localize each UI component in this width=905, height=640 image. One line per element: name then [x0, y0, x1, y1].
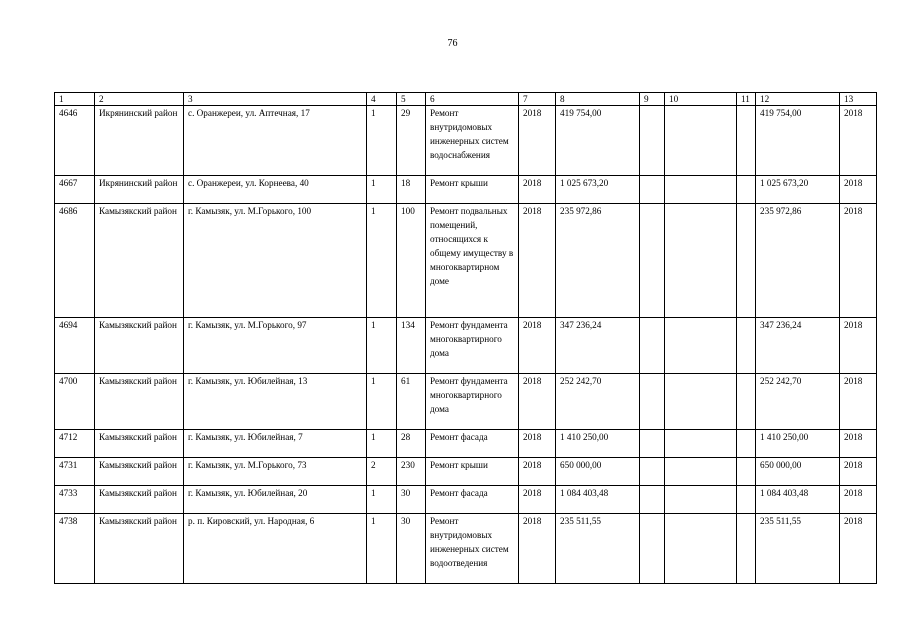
house-id-cell: 4738 — [55, 514, 95, 584]
completion-year-cell: 2018 — [840, 514, 877, 584]
cost-cell: 252 242,70 — [556, 374, 640, 430]
district-cell: Камызякский район — [95, 318, 184, 374]
district-cell: Камызякский район — [95, 204, 184, 318]
column-number-cell: 2 — [95, 93, 184, 106]
year-cell: 2018 — [519, 176, 556, 204]
total-cost-cell: 1 025 673,20 — [756, 176, 840, 204]
house-id-cell: 4667 — [55, 176, 95, 204]
district-cell: Икрянинский район — [95, 106, 184, 176]
completion-year-cell: 2018 — [840, 430, 877, 458]
address-cell: г. Камызяк, ул. Юбилейная, 7 — [184, 430, 367, 458]
table-row — [55, 204, 877, 318]
apartments-cell: 30 — [397, 514, 426, 584]
year-cell: 2018 — [519, 486, 556, 514]
work-type-cell: Ремонт фасада — [426, 430, 519, 458]
col9-cell — [640, 176, 665, 204]
house-id-cell: 4700 — [55, 374, 95, 430]
count-cell: 1 — [367, 374, 397, 430]
col11-cell — [737, 458, 756, 486]
cost-cell: 1 025 673,20 — [556, 176, 640, 204]
work-type-cell: Ремонт фундамента многоквартирного дома — [426, 318, 519, 374]
apartments-cell: 100 — [397, 204, 426, 318]
work-type-cell: Ремонт фасада — [426, 486, 519, 514]
table-row — [55, 318, 877, 374]
column-number-cell: 3 — [184, 93, 367, 106]
house-id-cell: 4731 — [55, 458, 95, 486]
total-cost-cell: 235 511,55 — [756, 514, 840, 584]
table-row — [55, 458, 877, 486]
column-number-cell: 6 — [426, 93, 519, 106]
count-cell: 1 — [367, 176, 397, 204]
district-cell: Камызякский район — [95, 430, 184, 458]
apartments-cell: 18 — [397, 176, 426, 204]
col9-cell — [640, 514, 665, 584]
column-number-cell: 10 — [665, 93, 737, 106]
district-cell: Камызякский район — [95, 374, 184, 430]
total-cost-cell: 252 242,70 — [756, 374, 840, 430]
completion-year-cell: 2018 — [840, 106, 877, 176]
col11-cell — [737, 374, 756, 430]
col9-cell — [640, 458, 665, 486]
address-cell: г. Камызяк, ул. М.Горького, 97 — [184, 318, 367, 374]
completion-year-cell: 2018 — [840, 204, 877, 318]
address-cell: г. Камызяк, ул. Юбилейная, 20 — [184, 486, 367, 514]
column-number-cell: 8 — [556, 93, 640, 106]
district-cell: Камызякский район — [95, 514, 184, 584]
cost-cell: 235 972,86 — [556, 204, 640, 318]
total-cost-cell: 347 236,24 — [756, 318, 840, 374]
table-row — [55, 486, 877, 514]
col10-cell — [665, 458, 737, 486]
apartments-cell: 28 — [397, 430, 426, 458]
page-number: 76 — [447, 38, 458, 49]
cost-cell: 235 511,55 — [556, 514, 640, 584]
total-cost-cell: 235 972,86 — [756, 204, 840, 318]
apartments-cell: 230 — [397, 458, 426, 486]
col10-cell — [665, 514, 737, 584]
col10-cell — [665, 374, 737, 430]
col9-cell — [640, 318, 665, 374]
year-cell: 2018 — [519, 458, 556, 486]
table-row — [55, 176, 877, 204]
col11-cell — [737, 106, 756, 176]
col11-cell — [737, 204, 756, 318]
work-type-cell: Ремонт подвальных помещений, относящихся к общему имуществу в многоквартирном доме — [426, 204, 519, 318]
table-row — [55, 106, 877, 176]
table-row — [55, 374, 877, 430]
col11-cell — [737, 514, 756, 584]
work-type-cell: Ремонт фундамента многоквартирного дома — [426, 374, 519, 430]
column-number-cell: 9 — [640, 93, 665, 106]
count-cell: 1 — [367, 430, 397, 458]
col9-cell — [640, 486, 665, 514]
cost-cell: 1 084 403,48 — [556, 486, 640, 514]
col11-cell — [737, 486, 756, 514]
column-number-cell: 5 — [397, 93, 426, 106]
address-cell: р. п. Кировский, ул. Народная, 6 — [184, 514, 367, 584]
total-cost-cell: 650 000,00 — [756, 458, 840, 486]
address-cell: г. Камызяк, ул. М.Горького, 73 — [184, 458, 367, 486]
completion-year-cell: 2018 — [840, 486, 877, 514]
col11-cell — [737, 176, 756, 204]
column-number-cell: 11 — [737, 93, 756, 106]
col10-cell — [665, 106, 737, 176]
cost-cell: 347 236,24 — [556, 318, 640, 374]
col11-cell — [737, 318, 756, 374]
table-row — [55, 514, 877, 584]
house-id-cell: 4733 — [55, 486, 95, 514]
district-cell: Камызякский район — [95, 458, 184, 486]
count-cell: 1 — [367, 318, 397, 374]
apartments-cell: 29 — [397, 106, 426, 176]
col10-cell — [665, 204, 737, 318]
district-cell: Икрянинский район — [95, 176, 184, 204]
column-number-cell: 7 — [519, 93, 556, 106]
address-cell: с. Оранжереи, ул. Корнеева, 40 — [184, 176, 367, 204]
apartments-cell: 30 — [397, 486, 426, 514]
completion-year-cell: 2018 — [840, 458, 877, 486]
column-number-cell: 1 — [55, 93, 95, 106]
completion-year-cell: 2018 — [840, 176, 877, 204]
count-cell: 1 — [367, 514, 397, 584]
address-cell: с. Оранжереи, ул. Аптечная, 17 — [184, 106, 367, 176]
year-cell: 2018 — [519, 374, 556, 430]
column-number-cell: 13 — [840, 93, 877, 106]
column-number-row — [55, 93, 877, 106]
apartments-cell: 61 — [397, 374, 426, 430]
cost-cell: 419 754,00 — [556, 106, 640, 176]
year-cell: 2018 — [519, 430, 556, 458]
house-id-cell: 4712 — [55, 430, 95, 458]
cost-cell: 1 410 250,00 — [556, 430, 640, 458]
count-cell: 2 — [367, 458, 397, 486]
total-cost-cell: 1 410 250,00 — [756, 430, 840, 458]
total-cost-cell: 1 084 403,48 — [756, 486, 840, 514]
col10-cell — [665, 430, 737, 458]
repair-registry-table — [54, 92, 877, 584]
cost-cell: 650 000,00 — [556, 458, 640, 486]
year-cell: 2018 — [519, 106, 556, 176]
year-cell: 2018 — [519, 318, 556, 374]
work-type-cell: Ремонт крыши — [426, 176, 519, 204]
work-type-cell: Ремонт крыши — [426, 458, 519, 486]
total-cost-cell: 419 754,00 — [756, 106, 840, 176]
col9-cell — [640, 106, 665, 176]
house-id-cell: 4694 — [55, 318, 95, 374]
address-cell: г. Камызяк, ул. Юбилейная, 13 — [184, 374, 367, 430]
year-cell: 2018 — [519, 514, 556, 584]
completion-year-cell: 2018 — [840, 318, 877, 374]
house-id-cell: 4646 — [55, 106, 95, 176]
column-number-cell: 4 — [367, 93, 397, 106]
col10-cell — [665, 486, 737, 514]
apartments-cell: 134 — [397, 318, 426, 374]
district-cell: Камызякский район — [95, 486, 184, 514]
col10-cell — [665, 176, 737, 204]
column-number-cell: 12 — [756, 93, 840, 106]
col10-cell — [665, 318, 737, 374]
count-cell: 1 — [367, 204, 397, 318]
house-id-cell: 4686 — [55, 204, 95, 318]
work-type-cell: Ремонт внутридомовых инженерных систем водоснабжения — [426, 106, 519, 176]
table-row — [55, 430, 877, 458]
col11-cell — [737, 430, 756, 458]
count-cell: 1 — [367, 486, 397, 514]
year-cell: 2018 — [519, 204, 556, 318]
count-cell: 1 — [367, 106, 397, 176]
col9-cell — [640, 204, 665, 318]
col9-cell — [640, 374, 665, 430]
work-type-cell: Ремонт внутридомовых инженерных систем водоотведения — [426, 514, 519, 584]
address-cell: г. Камызяк, ул. М.Горького, 100 — [184, 204, 367, 318]
completion-year-cell: 2018 — [840, 374, 877, 430]
col9-cell — [640, 430, 665, 458]
